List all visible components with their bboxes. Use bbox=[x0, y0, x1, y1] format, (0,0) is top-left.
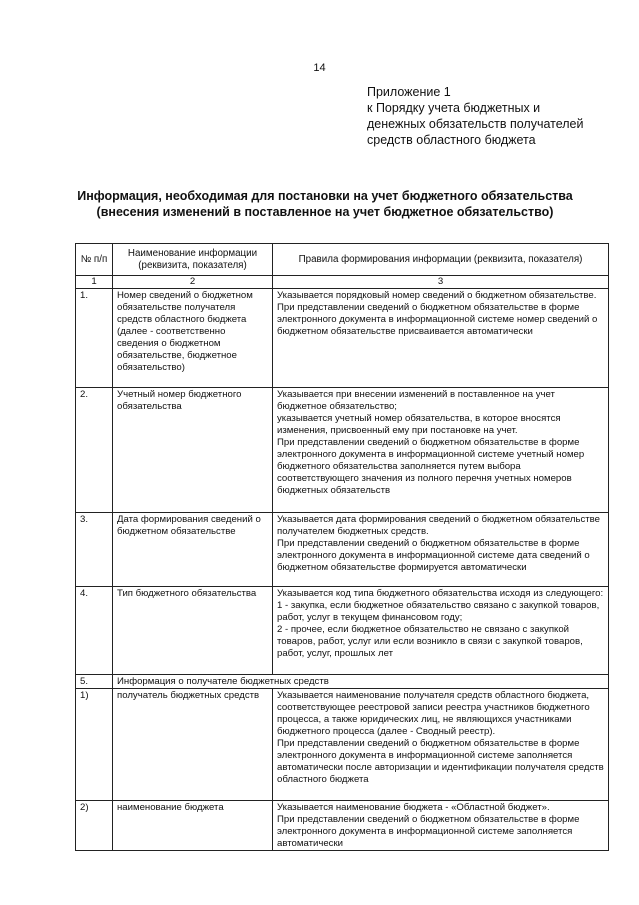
row-name: получатель бюджетных средств bbox=[113, 689, 273, 801]
appendix-heading bbox=[367, 84, 607, 148]
row-name: Номер сведений о бюджетном обязательстве получателя средств областного бюджета (далее - соответственно сведения о бюджетном обязательстве, бюджетное обязательство) bbox=[113, 289, 273, 388]
row-number: 3. bbox=[76, 513, 113, 587]
table-row bbox=[76, 587, 609, 675]
table-row bbox=[76, 388, 609, 513]
document-title-line: (внесения изменений в поставленное на учет бюджетное обязательство) bbox=[96, 205, 554, 219]
rule-paragraph: Указывается код типа бюджетного обязательства исходя из следующего: bbox=[277, 588, 604, 599]
document-title-line: Информация, необходимая для постановки на учет бюджетного обязательства bbox=[77, 189, 573, 203]
table-row bbox=[76, 801, 609, 851]
section-title: Информация о получателе бюджетных средств bbox=[113, 675, 609, 689]
rule-paragraph: Указывается наименование бюджета - «Областной бюджет». bbox=[277, 802, 550, 813]
document-title bbox=[60, 188, 590, 220]
row-name: наименование бюджета bbox=[113, 801, 273, 851]
rule-paragraph: Указывается наименование получателя средств областного бюджета, соответствующее реестровой записи реестра участников бюджетного процесса, а также юридических лиц, не являющихся участниками бюджетного процесса (далее - Сводный реестр). bbox=[277, 690, 590, 737]
row-rules bbox=[273, 289, 609, 388]
rule-paragraph: Указывается порядковый номер сведений о бюджетном обязательстве. bbox=[277, 290, 597, 301]
header-name: Наименование информации (реквизита, показателя) bbox=[113, 244, 273, 276]
table-header-row bbox=[76, 244, 609, 276]
row-number: 1. bbox=[76, 289, 113, 388]
header-number: № п/п bbox=[76, 244, 113, 276]
appendix-line: средств областного бюджета bbox=[367, 133, 536, 147]
row-name: Учетный номер бюджетного обязательства bbox=[113, 388, 273, 513]
appendix-line: Приложение 1 bbox=[367, 85, 451, 99]
row-name: Тип бюджетного обязательства bbox=[113, 587, 273, 675]
row-rules bbox=[273, 801, 609, 851]
rule-paragraph: 2 - прочее, если бюджетное обязательство не связано с закупкой товаров, работ, услуг или если возникло в связи с закупкой товаров, работ, услуг, прошлых лет bbox=[277, 624, 583, 659]
rule-paragraph: Указывается при внесении изменений в поставленное на учет бюджетное обязательство; bbox=[277, 389, 555, 412]
rule-paragraph: 1 - закупка, если бюджетное обязательство связано с закупкой товаров, работ, услуг в текущем финансовом году; bbox=[277, 600, 600, 623]
information-table bbox=[75, 243, 609, 851]
rule-paragraph: При представлении сведений о бюджетном обязательстве в форме электронного документа в информационной системе номер сведений о бюджетном обязательстве присваивается автоматически bbox=[277, 302, 598, 337]
table-row bbox=[76, 513, 609, 587]
row-rules bbox=[273, 689, 609, 801]
appendix-line: к Порядку учета бюджетных и bbox=[367, 101, 541, 115]
page-number: 14 bbox=[313, 62, 326, 74]
row-rules bbox=[273, 388, 609, 513]
column-number: 2 bbox=[113, 276, 273, 289]
row-rules bbox=[273, 513, 609, 587]
header-rules: Правила формирования информации (реквизита, показателя) bbox=[273, 244, 609, 276]
table-row bbox=[76, 289, 609, 388]
row-number: 2) bbox=[76, 801, 113, 851]
appendix-line: денежных обязательств получателей bbox=[367, 117, 584, 131]
column-number: 3 bbox=[273, 276, 609, 289]
rule-paragraph: При представлении сведений о бюджетном обязательстве в форме электронного документа в информационной системе заполняется автоматически bbox=[277, 814, 580, 849]
row-number: 2. bbox=[76, 388, 113, 513]
row-rules bbox=[273, 587, 609, 675]
column-number-row bbox=[76, 276, 609, 289]
section-number: 5. bbox=[76, 675, 113, 689]
column-number: 1 bbox=[76, 276, 113, 289]
rule-paragraph: При представлении сведений о бюджетном обязательстве в форме электронного документа в информационной системе учетный номер бюджетного обязательства заполняется путем выбора соответствующего значения из полного перечня учетных номеров бюджетных обязательств bbox=[277, 437, 585, 496]
rule-paragraph: указывается учетный номер обязательства, в которое вносятся изменения, присвоенный ему при постановке на учет. bbox=[277, 413, 561, 436]
rule-paragraph: При представлении сведений о бюджетном обязательстве в форме электронного документа в информационной системе заполняется автоматически после авторизации и идентификации получателя средств областного бюджета bbox=[277, 738, 604, 785]
row-name: Дата формирования сведений о бюджетном обязательстве bbox=[113, 513, 273, 587]
table-row bbox=[76, 689, 609, 801]
section-row bbox=[76, 675, 609, 689]
row-number: 1) bbox=[76, 689, 113, 801]
rule-paragraph: Указывается дата формирования сведений о бюджетном обязательстве получателем бюджетных средств. bbox=[277, 514, 600, 537]
rule-paragraph: При представлении сведений о бюджетном обязательстве в форме электронного документа в информационной системе дата сведений о бюджетном обязательстве формируется автоматически bbox=[277, 538, 590, 573]
row-number: 4. bbox=[76, 587, 113, 675]
